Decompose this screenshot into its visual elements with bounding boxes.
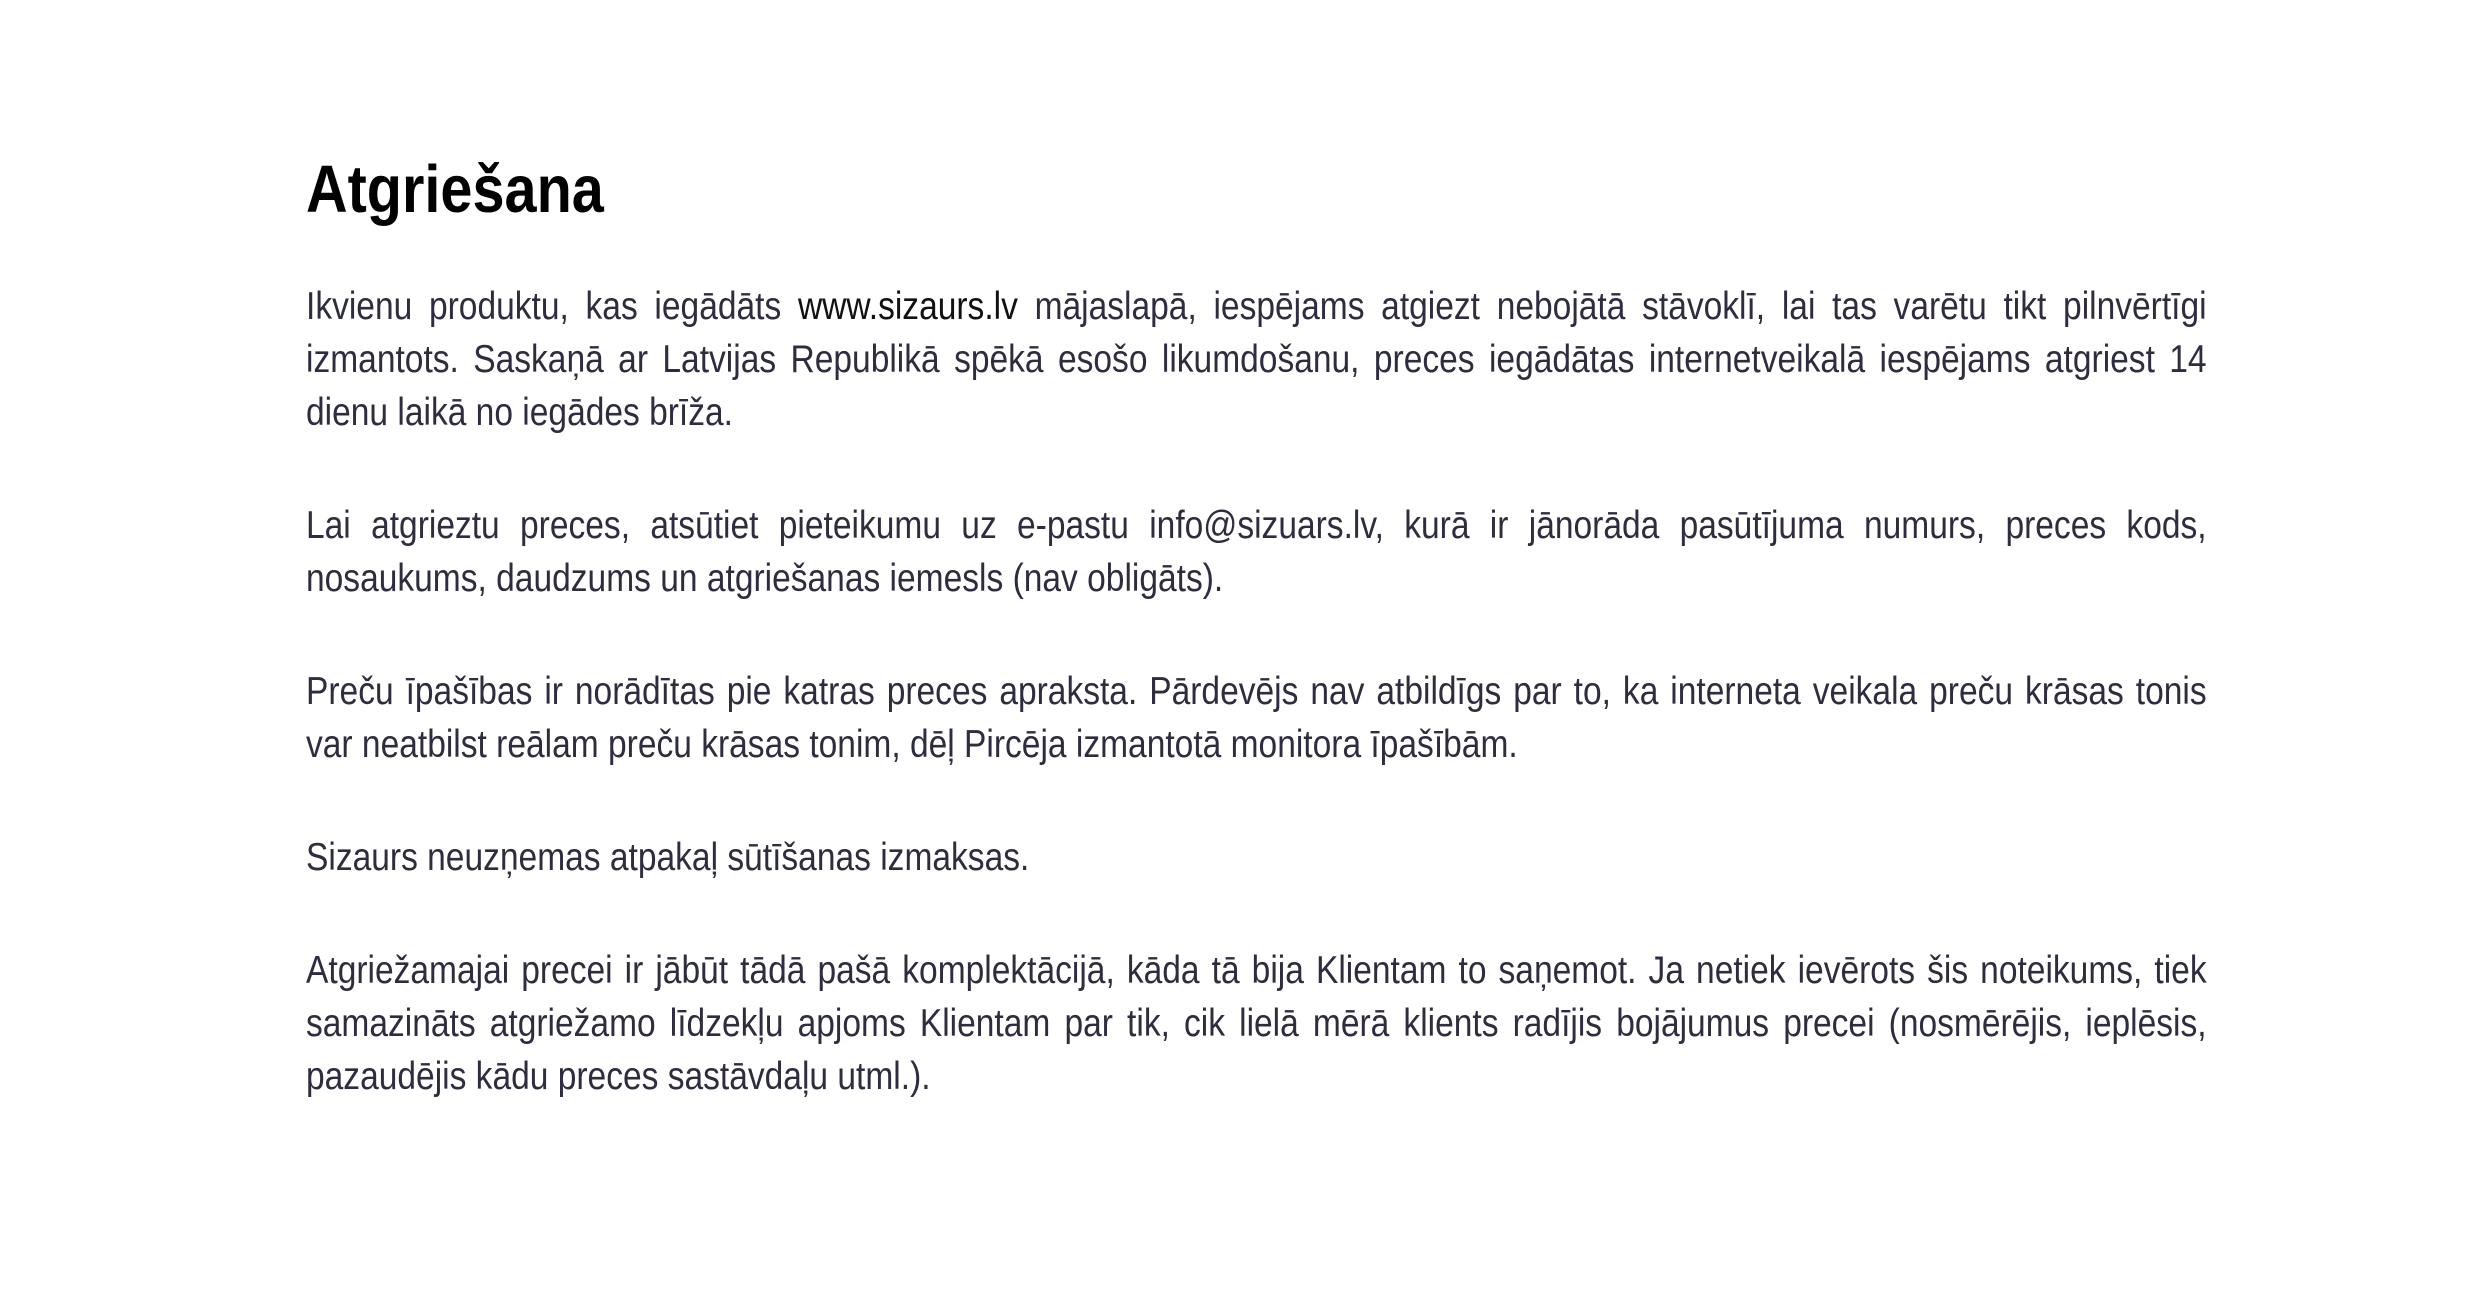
paragraph-product-return	[306, 280, 2207, 439]
paragraph-return-request: Lai atgrieztu preces, atsūtiet pieteikumu uz e-pastu info@sizuars.lv, kurā ir jānorāda pasūtījuma numurs, preces kods, nosaukums, daudzums un atgriešanas iemesls (nav obligāts).	[306, 504, 2207, 600]
paragraph-text: mājaslapā, iespējams atgiezt nebojātā stāvoklī, lai tas varētu tikt pilnvērtīgi izmantots. Saskaņā ar Latvijas Republikā spēkā esošo likumdošanu, preces iegādātas internetveikalā iespējams atgriest 14 dienu laikā no iegādes brīža.	[306, 285, 2207, 434]
paragraph-shipping-costs: Sizaurs neuzņemas atpakaļ sūtīšanas izmaksas.	[306, 836, 1030, 879]
paragraph-product-properties: Preču īpašības ir norādītas pie katras preces apraksta. Pārdevējs nav atbildīgs par to, ka interneta veikala preču krāsas tonis var neatbilst reālam preču krāsas tonim, dēļ Pircēja izmantotā monitora īpašībām.	[306, 670, 2207, 766]
website-link[interactable]: www.sizaurs.lv	[797, 285, 1018, 328]
paragraph-completeness: Atgriežamajai precei ir jābūt tādā pašā komplektācijā, kāda tā bija Klientam to saņemot. Ja netiek ievērots šis noteikums, tiek samazināts atgriežamo līdzekļu apjoms Klientam par tik, cik lielā mērā klients radījis bojājumus precei (nosmērējis, ieplēsis, pazaudējis kādu preces sastāvdaļu utml.).	[306, 949, 2207, 1098]
page-title: Atgriešana	[306, 152, 604, 227]
paragraph-text: Ikvienu produktu, kas iegādāts	[306, 285, 798, 328]
returns-content	[306, 150, 2206, 1163]
